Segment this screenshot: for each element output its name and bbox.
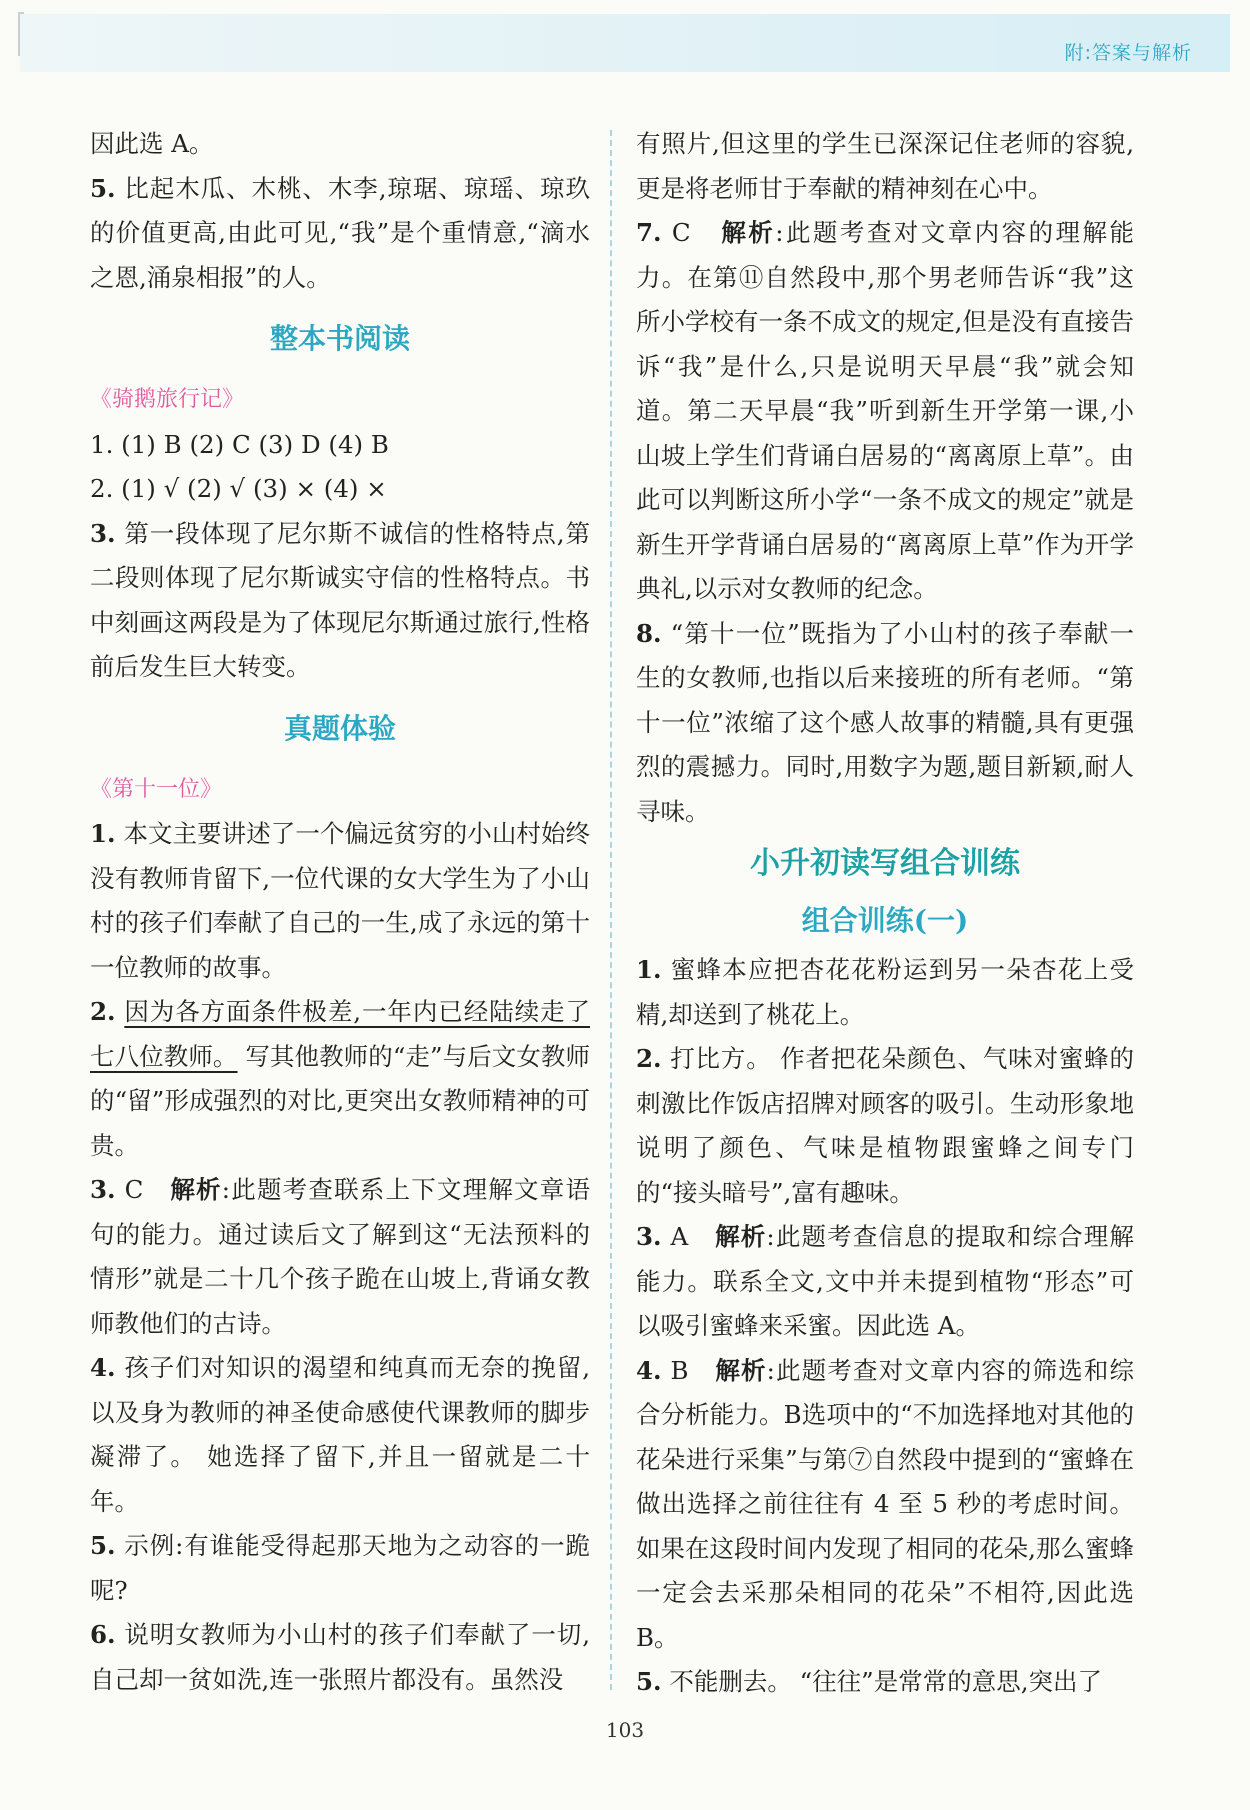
answer-text: “第十一位”既指为了小山村的孩子奉献一生的女教师,也指以后来接班的所有老师。“第十一位”浓缩了这个感人故事的精髓,具有更强烈的震撼力。同时,用数字为题,题目新颖,耐人寻味。: [636, 618, 1134, 826]
answer-text: :此题考查对文章内容的理解能力。在第⑪自然段中,那个男老师告诉“我”这所小学校有一条不成文的规定,但是没有直接告诉“我”是什么,只是说明天早晨“我”就会知道。第二天早晨“我”听到新生开学第一课,小山坡上学生们背诵白居易的“离离原上草”。由此可以判断这所小学“一条不成文的规定”就是新生开学背诵白居易的“离离原上草”作为开学典礼,以示对女教师的纪念。: [636, 218, 1134, 603]
text-line: 因此选 A。: [90, 129, 214, 158]
answer-5: [90, 167, 590, 301]
answer-text: 比起木瓜、木桃、木李,琼琚、琼瑶、琼玖的价值更高,由此可见,“我”是个重情意,“滴水之恩,涌泉相报”的人。: [90, 173, 590, 292]
answer-number: 6.: [90, 1620, 116, 1649]
analysis-label: 解析: [715, 1355, 767, 1385]
answer-choice: C: [124, 1175, 144, 1204]
answer-1: 1. (1) B (2) C (3) D (4) B: [90, 429, 389, 459]
answer-number: 3.: [636, 1222, 662, 1251]
header-title: 附:答案与解析: [1064, 42, 1192, 64]
section-title-whole-book: 整本书阅读: [269, 322, 410, 355]
answer-text: 写其他教师的“走”与后文女教师的“留”形成强烈的对比,更突出女教师精神的可贵。: [90, 1041, 591, 1160]
analysis-label: 解析: [721, 218, 776, 247]
answer-b3: [90, 1168, 590, 1346]
answer-number: 4.: [636, 1355, 662, 1385]
answer-d5: [636, 1660, 1134, 1705]
answer-number: 3.: [90, 1175, 116, 1204]
left-column: [90, 122, 590, 1702]
right-column: [636, 122, 1134, 1705]
underlined-text: 因为各方面条件极差,一年内已经陆续走了七八位教师。: [90, 997, 590, 1071]
page-number: 103: [605, 1718, 645, 1742]
answer-text: 孩子们对知识的渴望和纯真而无奈的挽留,以及身为教师的神圣使命感使代课教师的脚步凝滞了。 她选择了留下,并且一留就是二十年。: [90, 1353, 590, 1516]
answer-d1: [636, 948, 1134, 1037]
answer-d4: [636, 1349, 1134, 1661]
answer-number: 5.: [90, 1531, 116, 1560]
answer-number: 1.: [90, 819, 116, 848]
book-title: 《第十一位》: [90, 776, 223, 802]
answer-number: 3.: [90, 518, 116, 548]
answer-number: 2.: [90, 997, 116, 1026]
answer-b4: [90, 1346, 590, 1524]
answer-text: :此题考查联系上下文理解文章语句的能力。通过读后文了解到这“无法预料的情形”就是二十几个孩子跪在山坡上,背诵女教师教他们的古诗。: [90, 1175, 590, 1338]
subsection-title: 组合训练(一): [801, 904, 969, 937]
answer-d2: [636, 1037, 1134, 1215]
text-line: 有照片,但这里的学生已深深记住老师的容貌,更是将老师甘于奉献的精神刻在心中。: [636, 129, 1134, 203]
answer-2: 2. (1) √ (2) √ (3) × (4) ×: [90, 474, 387, 503]
answer-b5: [90, 1524, 590, 1613]
answer-3: [90, 512, 590, 690]
answer-b1: [90, 812, 590, 990]
answer-b6: [90, 1613, 590, 1702]
answer-d3: [636, 1215, 1134, 1349]
answer-number: 4.: [90, 1353, 116, 1382]
answer-text: :此题考查对文章内容的筛选和综合分析能力。B选项中的“不加选择地对其他的花朵进行采集”与第⑦自然段中提到的“蜜蜂在做出选择之前往往有 4 至 5 秒的考虑时间。如果在这段时间内发现了相同的花朵,那么蜜蜂一定会去采那朵相同的花朵”不相符,因此选 B。: [636, 1355, 1134, 1652]
answer-choice: B: [670, 1355, 689, 1385]
answer-text: 第一段体现了尼尔斯不诚信的性格特点,第二段则体现了尼尔斯诚实守信的性格特点。书中刻画这两段是为了体现尼尔斯通过旅行,性格前后发生巨大转变。: [90, 518, 590, 681]
answer-c8: [636, 612, 1134, 835]
answer-number: 2.: [636, 1044, 662, 1073]
answer-number: 7.: [636, 218, 662, 247]
analysis-label: 解析: [715, 1222, 767, 1251]
answer-number: 5.: [636, 1667, 662, 1696]
answer-number: 8.: [636, 618, 662, 648]
answer-text: 打比方。 作者把花朵颜色、气味对蜜蜂的刺激比作饭店招牌对顾客的吸引。生动形象地说明了颜色、气味是植物跟蜜蜂之间专门的“接头暗号”,富有趣味。: [636, 1044, 1134, 1207]
section-title-training: 小升初读写组合训练: [750, 846, 1020, 881]
answer-text: :此题考查信息的提取和综合理解能力。联系全文,文中并未提到植物“形态”可以吸引蜜蜂来采蜜。因此选 A。: [636, 1222, 1134, 1340]
answer-number: 5.: [90, 173, 116, 203]
answer-text: 示例:有谁能受得起那天地为之动容的一跪呢?: [90, 1531, 590, 1605]
column-divider: [610, 130, 612, 1690]
book-title: 《骑鹅旅行记》: [90, 387, 245, 412]
section-title-real-exam: 真题体验: [283, 711, 396, 745]
analysis-label: 解析: [170, 1175, 222, 1204]
answer-b2: [90, 990, 590, 1168]
answer-text: 蜜蜂本应把杏花花粉运到另一朵杏花上受精,却送到了桃花上。: [636, 955, 1134, 1029]
answer-choice: C: [671, 218, 691, 247]
answer-number: 1.: [636, 955, 662, 984]
answer-text: 本文主要讲述了一个偏远贫穷的小山村始终没有教师肯留下,一位代课的女大学生为了小山村的孩子们奉献了自己的一生,成了永远的第十一位教师的故事。: [90, 819, 591, 982]
answer-text: 说明女教师为小山村的孩子们奉献了一切,自己却一贫如洗,连一张照片都没有。虽然没: [90, 1620, 590, 1694]
answer-c7: [636, 211, 1134, 612]
answer-text: 不能删去。 “往往”是常常的意思,突出了: [669, 1667, 1102, 1696]
header-band: [20, 14, 1230, 72]
answer-choice: A: [670, 1222, 689, 1251]
